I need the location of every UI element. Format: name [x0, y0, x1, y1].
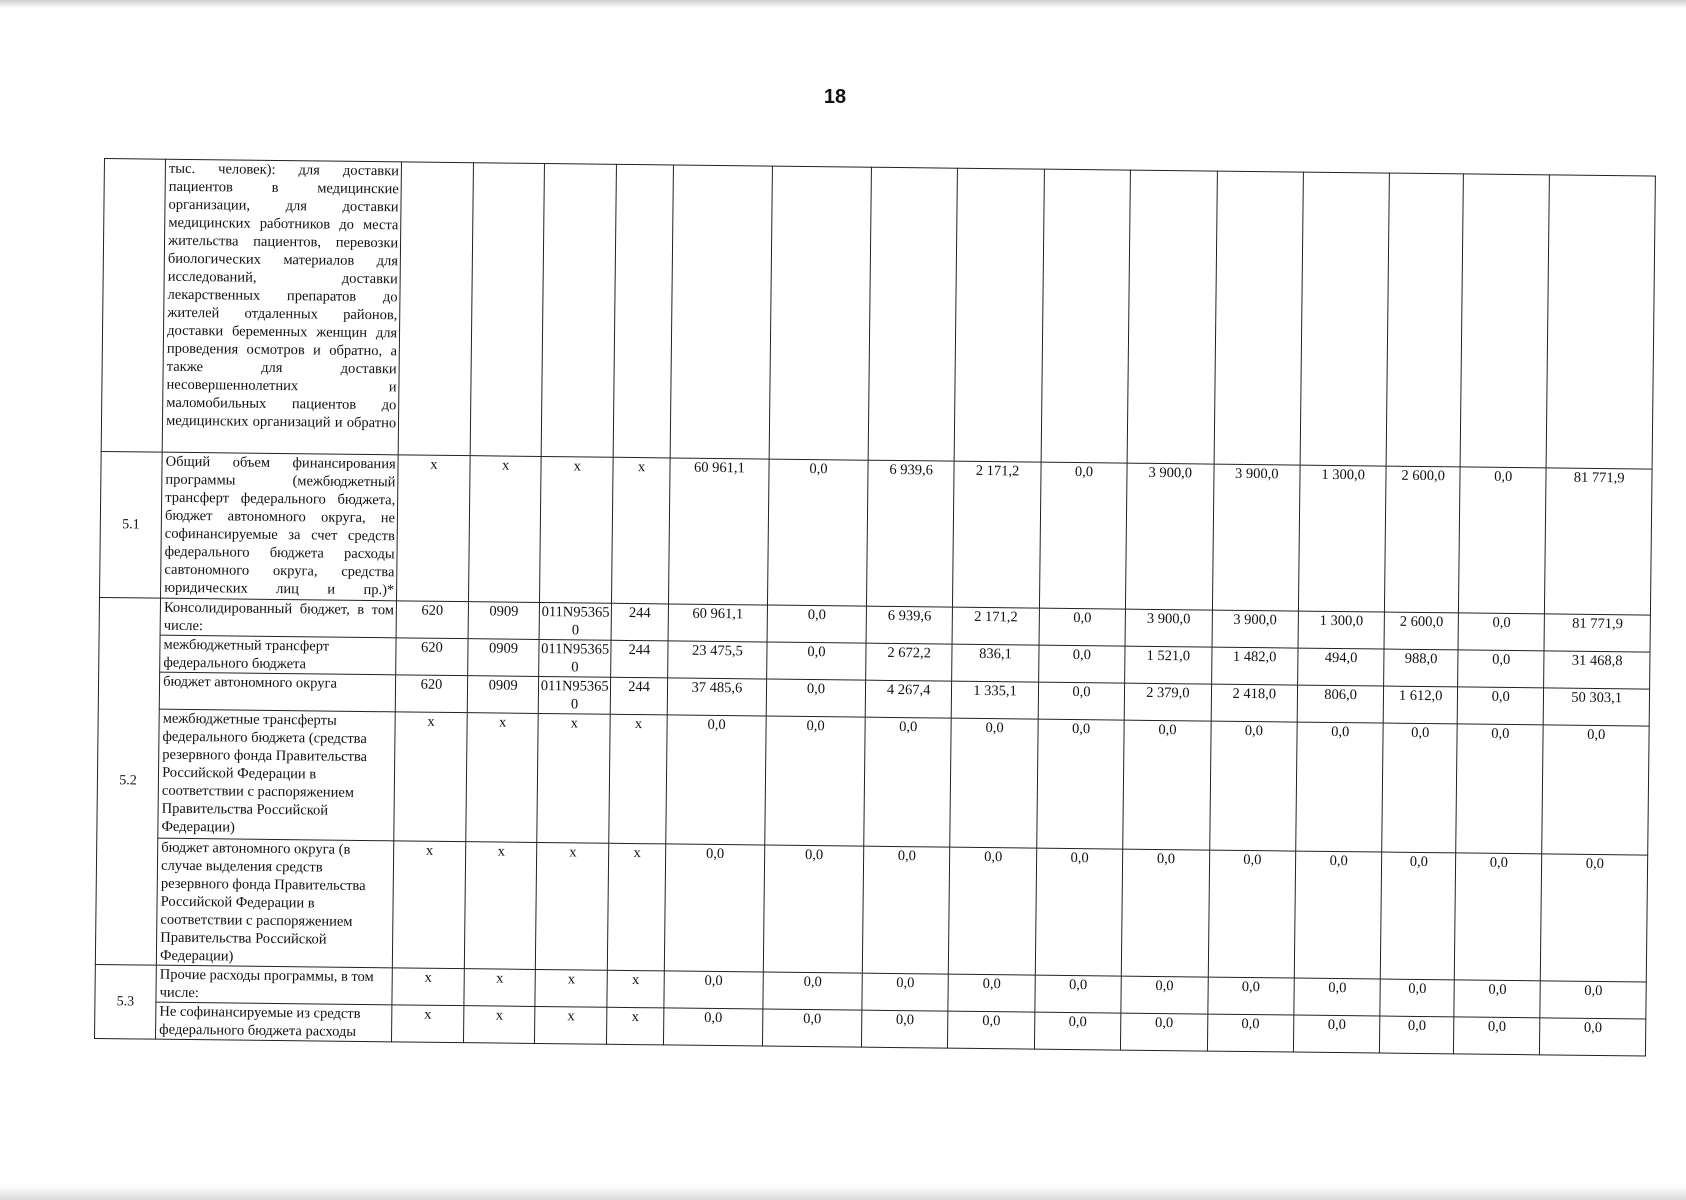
value-cell: 0,0 — [1038, 645, 1125, 683]
value-cell: 2 379,0 — [1124, 683, 1211, 721]
value-cell: 0,0 — [862, 973, 949, 1011]
total-cell: 81 771,9 — [1544, 614, 1650, 652]
value-cell: 0,0 — [666, 715, 766, 845]
value-cell: 0,0 — [949, 847, 1037, 975]
value-cell: 0,0 — [767, 459, 868, 606]
value-cell: 2 171,2 — [952, 607, 1039, 645]
row-description: Прочие расходы программы, в том числе: — [156, 965, 392, 1005]
row-number-cell: 5.2 — [95, 597, 160, 965]
empty-cell — [670, 165, 772, 459]
code-cell: x — [466, 713, 539, 843]
code-cell: 244 — [611, 640, 668, 678]
value-cell: 2 600,0 — [1385, 466, 1460, 613]
value-cell: 0,0 — [862, 846, 950, 974]
row-description: тыс. человек): для доставки пациентов в медицинские организации, для доставки медицинских работников до места жительства пациентов, перевозки биологических материалов для исследований, доставки лекарственных препаратов до жителей отдаленных районов, доставки беременных женщин для проведения осмотров и обратно, а также для доставки несовершеннолетних и маломобильных пациентов до медицинских организаций и обратно — [162, 159, 401, 455]
code-cell: x — [607, 843, 665, 971]
empty-cell — [1041, 169, 1131, 463]
empty-cell — [955, 168, 1045, 462]
value-cell: 0,0 — [1454, 1017, 1541, 1055]
empty-cell — [868, 167, 958, 461]
value-cell: 0,0 — [762, 1009, 861, 1047]
code-cell: x — [392, 841, 465, 969]
empty-cell — [613, 164, 673, 458]
value-cell: 0,0 — [1207, 1014, 1294, 1052]
total-cell: 0,0 — [1540, 1018, 1646, 1056]
value-cell: 0,0 — [1456, 724, 1544, 854]
value-cell: 0,0 — [1382, 723, 1457, 853]
value-cell: 1 521,0 — [1125, 646, 1212, 684]
code-cell: 011N953650 — [539, 602, 611, 640]
value-cell: 4 267,4 — [865, 680, 952, 718]
value-cell: 0,0 — [763, 972, 862, 1010]
value-cell: 0,0 — [1035, 975, 1122, 1013]
code-cell: x — [468, 456, 541, 603]
row-description: Консолидированный бюджет, в том числе: — [160, 598, 396, 638]
empty-cell — [1127, 170, 1217, 464]
value-cell: 3 900,0 — [1125, 609, 1212, 647]
value-cell: 0,0 — [1293, 1015, 1380, 1053]
value-cell: 2 672,2 — [866, 643, 953, 681]
value-cell: 3 900,0 — [1126, 463, 1214, 610]
value-cell: 6 939,6 — [866, 460, 954, 607]
value-cell: 0,0 — [1034, 1012, 1121, 1050]
row-description: межбюджетные трансферты федерального бюджета (средства резервного фонда Правительства Российской Федерации в соответствии с распоряжением Правительства Российской Федерации) — [158, 709, 395, 841]
value-cell: 0,0 — [948, 1011, 1035, 1049]
code-cell: 0909 — [467, 639, 539, 677]
code-cell: 0909 — [468, 602, 540, 640]
code-cell: 620 — [395, 675, 467, 713]
value-cell: 1 612,0 — [1384, 686, 1458, 724]
value-cell: 1 300,0 — [1298, 611, 1385, 649]
value-cell: 0,0 — [663, 1008, 762, 1046]
row-description: Общий объем финансирования программы (межбюджетный трансферт федерального бюджета, бюджет автономного округа, не софинансируемые за счет средств федерального бюджета расходы савтономного округа, средства юридических лиц и пр.)* — [161, 452, 399, 601]
scan-edge-top — [0, 0, 1686, 8]
code-cell: x — [392, 968, 464, 1006]
value-cell: 0,0 — [1381, 852, 1456, 980]
value-cell: 0,0 — [864, 717, 952, 847]
value-cell: 0,0 — [1039, 608, 1126, 646]
value-cell: 0,0 — [1454, 980, 1541, 1018]
value-cell: 0,0 — [1037, 719, 1125, 849]
empty-cell — [1460, 174, 1550, 468]
value-cell: 988,0 — [1384, 649, 1458, 687]
value-cell: 0,0 — [1380, 979, 1454, 1017]
value-cell: 0,0 — [767, 642, 866, 680]
empty-cell — [1547, 175, 1656, 469]
value-cell: 1 482,0 — [1211, 647, 1298, 685]
row-number-cell: 5.3 — [95, 964, 157, 1039]
code-cell: x — [463, 1006, 535, 1044]
code-cell: 0909 — [467, 676, 539, 714]
total-cell: 50 303,1 — [1544, 688, 1650, 726]
value-cell: 0,0 — [767, 605, 866, 643]
row-description: бюджет автономного округа — [159, 672, 395, 712]
value-cell: 0,0 — [1458, 613, 1545, 651]
value-cell: 0,0 — [1459, 467, 1547, 614]
value-cell: 0,0 — [1457, 687, 1544, 725]
value-cell: 0,0 — [1207, 977, 1294, 1015]
value-cell: 0,0 — [1123, 720, 1211, 850]
value-cell: 0,0 — [1294, 851, 1382, 979]
value-cell: 0,0 — [1208, 850, 1296, 978]
table-row-reserve-transfer — [97, 708, 1649, 855]
code-cell: x — [607, 970, 664, 1008]
code-cell: x — [612, 457, 671, 604]
table-row-5-1 — [100, 451, 1653, 615]
value-cell: 836,1 — [952, 644, 1039, 682]
value-cell: 2 171,2 — [953, 461, 1041, 608]
value-cell: 0,0 — [1035, 848, 1123, 976]
value-cell: 3 900,0 — [1212, 464, 1300, 611]
scan-edge-bottom — [0, 1186, 1686, 1200]
value-cell: 23 475,5 — [668, 641, 767, 679]
value-cell: 0,0 — [950, 718, 1038, 848]
empty-cell — [1214, 171, 1304, 465]
financing-table-wrapper — [94, 158, 1656, 1057]
financing-table — [94, 158, 1656, 1057]
value-cell: 60 961,1 — [668, 458, 769, 605]
empty-cell — [769, 166, 871, 460]
value-cell: 2 600,0 — [1384, 612, 1458, 650]
total-cell: 0,0 — [1541, 854, 1648, 982]
empty-cell — [470, 163, 545, 457]
code-cell: x — [464, 842, 537, 970]
row-description: бюджет автономного округа (в случае выделения средств резервного фонда Правительства Российской Федерации в соответствии с распоряжением Правительства Российской Федерации) — [156, 838, 393, 968]
value-cell: 0,0 — [1121, 849, 1209, 977]
code-cell: x — [397, 455, 470, 602]
value-cell: 0,0 — [1038, 682, 1125, 720]
value-cell: 0,0 — [1039, 462, 1127, 609]
page-number: 18 — [823, 86, 847, 108]
code-cell: 244 — [610, 677, 667, 715]
value-cell: 0,0 — [1121, 1013, 1208, 1051]
empty-cell — [542, 164, 617, 458]
code-cell: 244 — [611, 603, 668, 641]
table-row-reserve-district-budget — [95, 837, 1647, 982]
code-cell: x — [392, 1005, 464, 1043]
value-cell: 0,0 — [664, 971, 763, 1009]
value-cell: 6 939,6 — [866, 606, 953, 644]
code-cell: x — [536, 842, 609, 970]
value-cell: 806,0 — [1297, 685, 1384, 723]
code-cell: x — [464, 969, 536, 1007]
value-cell: 0,0 — [763, 845, 863, 973]
code-cell: x — [537, 713, 610, 843]
code-cell: 011N953650 — [539, 639, 611, 677]
code-cell: x — [607, 1007, 664, 1045]
total-cell: 81 771,9 — [1545, 468, 1652, 615]
value-cell: 37 485,6 — [667, 678, 766, 716]
value-cell: 0,0 — [1121, 976, 1208, 1014]
value-cell: 0,0 — [948, 974, 1035, 1012]
value-cell: 0,0 — [1454, 853, 1542, 981]
value-cell: 0,0 — [861, 1010, 948, 1048]
total-cell: 0,0 — [1542, 725, 1649, 855]
code-cell: 620 — [396, 638, 468, 676]
code-cell: x — [609, 714, 667, 844]
value-cell: 1 335,1 — [952, 681, 1039, 719]
code-cell: x — [540, 456, 613, 603]
value-cell: 0,0 — [765, 716, 865, 846]
total-cell: 0,0 — [1540, 981, 1646, 1019]
value-cell: 60 961,1 — [668, 604, 767, 642]
code-cell: x — [535, 1006, 607, 1044]
row-number-cell — [101, 159, 165, 453]
value-cell: 0,0 — [664, 844, 764, 972]
value-cell: 0,0 — [1296, 722, 1384, 852]
value-cell: 1 300,0 — [1298, 465, 1386, 612]
row-number-cell: 5.1 — [100, 451, 163, 598]
code-cell: 620 — [396, 601, 468, 639]
value-cell: 0,0 — [1458, 650, 1545, 688]
value-cell: 0,0 — [766, 679, 865, 717]
value-cell: 0,0 — [1209, 721, 1297, 851]
empty-cell — [1386, 173, 1463, 467]
value-cell: 494,0 — [1298, 648, 1385, 686]
value-cell: 0,0 — [1380, 1016, 1454, 1054]
code-cell: 011N953650 — [539, 676, 611, 714]
value-cell: 2 418,0 — [1211, 684, 1298, 722]
empty-cell — [398, 162, 473, 456]
value-cell: 0,0 — [1294, 978, 1381, 1016]
row-description: межбюджетный трансферт федерального бюджета — [160, 635, 396, 675]
code-cell: x — [535, 969, 607, 1007]
total-cell: 31 468,8 — [1544, 651, 1650, 689]
empty-cell — [1300, 172, 1390, 466]
value-cell: 3 900,0 — [1212, 610, 1299, 648]
row-description: Не софинансируемые из средств федерального бюджета расходы — [156, 1002, 392, 1042]
table-row-intro — [101, 159, 1655, 470]
code-cell: x — [394, 712, 467, 842]
